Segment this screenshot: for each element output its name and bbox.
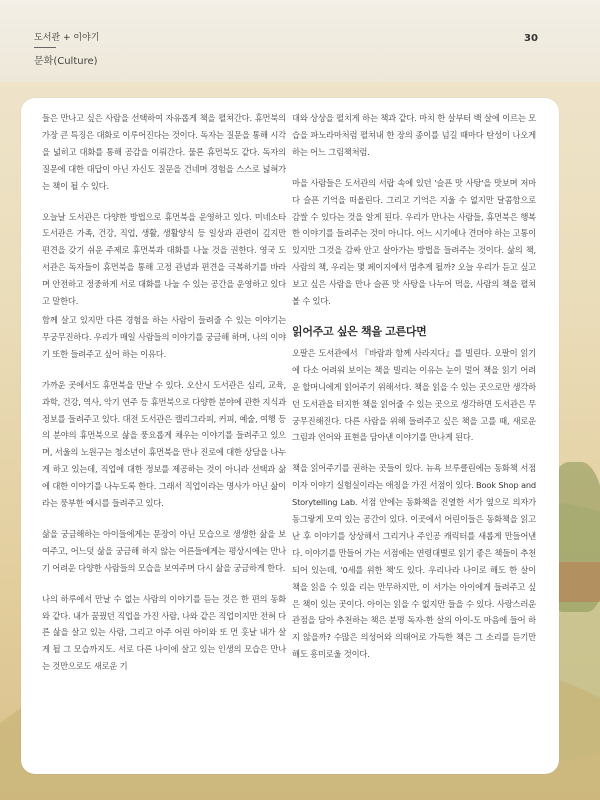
paragraph: 오팔은 도서관에서 『바람과 함께 사라지다』를 빌린다. 오팔이 읽기에 다소 어려워 보이는 책을 빌리는 이유는 눈이 멀어 책을 읽기 어려운 할머니에게 읽어주기 위해서다. 책을 읽을 수 있는 곳으로만 생각하던 도서관을 터지한 책을 읽어줄 수 있는 곳으로 생각하면 도서관은 무궁무진해진다. 다른 사람을 위해 들려주고 싶은 책을 고를 때, 새로운 그림과 언어와 표현을 담아낸 이야기를 만나게 된다. (292, 347, 536, 443)
section-subtitle: 문화(Culture) (34, 56, 98, 67)
paragraph: 나의 하루에서 만날 수 없는 사람의 이야기를 듣는 것은 한 편의 동화와 같다. 내가 꿈꿨던 직업을 가진 사람, 나와 같은 직업이지만 전혀 다른 삶을 살고 있는 사람, 그리고 아주 어린 아이와 또 먼 훗날 내가 살게 될 그 모습까지도. 서로 다른 나이에 살고 있는 인생의 모습은 만나는 것만으로도 새로운 기 (42, 593, 286, 672)
paragraph: 삶을 궁금해하는 아이들에게는 문장이 아닌 모습으로 생생한 삶을 보여주고, 어느덧 삶을 궁금해 하지 않는 어른들에게는 평상시에는 만나기 어려운 다양한 사람들의 모습을 보여주며 다시 삶을 궁금하게 한다. (42, 528, 286, 573)
page-header (0, 0, 600, 82)
section-title: 도서관 + 이야기 (34, 33, 100, 43)
paragraph: 가까운 곳에서도 휴먼북을 만날 수 있다. 오산시 도서관은 심리, 교육, 과학, 건강, 역사, 악기 연주 등 휴먼북으로 다양한 분야에 관한 지식과 정보를 들려주고 있다. 대전 도서관은 캘리그라피, 커피, 예술, 여행 등의 분야의 휴먼북으로 삶을 풍요롭게 채우는 이야기를 들려주고 있으며, 서울의 노원구는 청소년이 휴먼북을 만나 진로에 대한 상담을 나누게 하고 있는데, 직업에 대한 정보를 제공하는 것이 아니라 선택과 삶에 대한 이야기를 나누도록 한다. 그래서 직업이라는 명사가 아닌 삶이라는 풍부한 예시를 들려주고 있다. (42, 379, 286, 509)
paragraph: 마을 사람들은 도서관의 서랍 속에 있던 '슬픈 맛 사탕'을 맛보며 저마다 슬픈 기억을 떠올린다. 그리고 기억은 지울 수 없지만 달콤함으로 감쌀 수 있다는 것을 알게 된다. 우리가 만나는 사람들, 휴먼북은 행복한 이야기를 들려주는 것이 아니다. 어느 시기에나 견뎌야 하는 고통이 있지만 그것을 감싸 안고 살아가는 방법을 들려주는 것이다. 삶의 책, 사람의 책, 우리는 몇 페이지에서 멈추게 될까? 오늘 우리가 듣고 싶고 보고 싶은 사람을 만나 슬픈 맛 사탕을 나누어 먹을, 사람의 책을 펼쳐볼 수 있다. (292, 177, 536, 307)
right-column (292, 110, 536, 677)
header-rule (34, 47, 56, 48)
section-heading: 읽어주고 싶은 책을 고른다면 (292, 324, 427, 338)
article-card (21, 98, 559, 774)
page-number: 30 (524, 33, 538, 44)
paragraph: 오늘날 도서관은 다양한 방법으로 휴먼북을 운영하고 있다. 미네소타 도서관은 가족, 건강, 직업, 생활, 생활양식 등 일상과 관련이 깊지만 편견을 갖기 쉬운 주제로 휴먼북과 대화를 나눌 것을 권한다. 영국 도서관은 독자들이 휴먼북을 통해 고정 관념과 편견을 극복하기를 바라며 안전하고 정중하게 서로 대화를 나눌 수 있는 공간을 운영하고 있다고 말한다. (42, 211, 286, 307)
paragraph: 책을 읽어주기를 권하는 곳들이 있다. 뉴욕 브루클린에는 동화책 서점이자 이야기 실험실이라는 애칭을 가진 서점이 있다. Book Shop and Storytelling Lab. 서점 안에는 동화책을 진열한 서가 옆으로 의자가 동그랗게 모여 있는 공간이 있다. 이곳에서 어린이들은 동화책을 읽고 난 후 이야기를 상상해서 그리거나 주인공 캐릭터를 새롭게 만들어낸다. 이야기를 만들어 가는 서점에는 연령대별로 읽기 좋은 책들이 추천되어 있는데, '0세를 위한 책'도 있다. 우리나라 나이로 해도 한 살이 책을 읽을 수 있을 리는 만무하지만, 이 서가는 아이에게 들려주고 싶은 책이 있는 곳이다. 아이는 읽을 수 없지만 들을 수 있다. 사랑스러운 관점을 담아 추천하는 책은 분명 독자-한 살의 아이-도 마음에 들어 하지 않을까? 수많은 의성어와 의태어로 가득한 책은 그 소리를 듣기만 해도 흥미로울 것이다. (292, 463, 536, 660)
paragraph: 함께 살고 있지만 다른 경험을 하는 사람이 들려줄 수 있는 이야기는 무궁무진하다. 우리가 매일 사람들의 이야기를 궁금해 하며, 나의 이야기 또한 들려주고 싶어 하는 이유다. (42, 314, 286, 359)
paragraph: 들은 만나고 싶은 사람을 선택하여 자유롭게 책을 펼쳐간다. 휴먼북의 가장 큰 특징은 대화로 이루어진다는 것이다. 독자는 질문을 통해 시각을 넓히고 대화를 통해 공감을 이뤄간다. 물론 휴먼북도 같다. 독자의 질문에 대한 대답이 아닌 자신도 질문을 건네며 경험을 스스로 넓혀가는 책이 될 수 있다. (42, 113, 286, 191)
paragraph: 대와 상상을 펼치게 하는 책과 같다. 마치 한 살부터 백 살에 이르는 모습을 파노라마처럼 펼쳐내 한 장의 종이를 넘길 때마다 탄성이 나오게 하는 어느 그림책처럼. (292, 113, 536, 157)
left-column (42, 110, 286, 689)
